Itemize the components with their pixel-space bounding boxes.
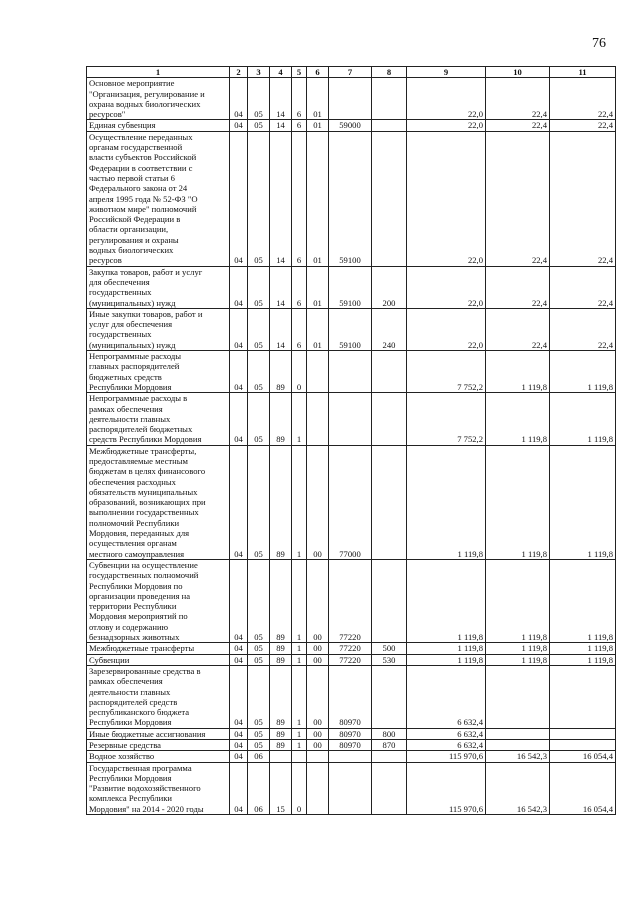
code-subprogram: 6 <box>292 266 307 308</box>
code-section: 04 <box>230 351 248 393</box>
code-program: 14 <box>270 131 292 266</box>
code-direction: 77000 <box>329 445 372 559</box>
code-direction <box>329 751 372 762</box>
table-row <box>87 393 616 445</box>
row-name: Иные закупки товаров, работ и услуг для обеспечения государственных (муниципальных) нужд <box>87 308 230 350</box>
code-section: 04 <box>230 740 248 751</box>
code-direction: 59100 <box>329 266 372 308</box>
code-event: 01 <box>307 308 329 350</box>
code-event: 00 <box>307 728 329 739</box>
code-program: 89 <box>270 559 292 642</box>
code-program: 89 <box>270 728 292 739</box>
code-expense-type <box>372 665 407 728</box>
code-subprogram: 1 <box>292 559 307 642</box>
row-name: Иные бюджетные ассигнования <box>87 728 230 739</box>
code-direction: 77220 <box>329 559 372 642</box>
code-event: 00 <box>307 643 329 654</box>
amount-col-10 <box>486 665 550 728</box>
amount-col-9: 6 632,4 <box>407 740 486 751</box>
column-header: 6 <box>307 67 329 78</box>
row-name: Резервные средства <box>87 740 230 751</box>
row-name: Межбюджетные трансферты, предоставляемые местным бюджетам в целях финансового обеспечения расходных обязательств муниципальных образований, возникающих при выполнении государственных полномочий Республики Мордовия, переданных для осуществления органам местного самоуправления <box>87 445 230 559</box>
code-event: 01 <box>307 131 329 266</box>
amount-col-10: 1 119,8 <box>486 643 550 654</box>
amount-col-10 <box>486 740 550 751</box>
amount-col-11: 16 054,4 <box>550 751 616 762</box>
code-event <box>307 351 329 393</box>
row-name: Водное хозяйство <box>87 751 230 762</box>
code-subprogram: 1 <box>292 654 307 665</box>
amount-col-10: 22,4 <box>486 308 550 350</box>
row-name: Зарезервированные средства в рамках обеспечения деятельности главных распорядителей средств республиканского бюджета Республики Мордовия <box>87 665 230 728</box>
amount-col-10: 1 119,8 <box>486 654 550 665</box>
amount-col-10: 22,4 <box>486 131 550 266</box>
code-program: 89 <box>270 665 292 728</box>
code-direction: 59100 <box>329 308 372 350</box>
amount-col-9: 22,0 <box>407 266 486 308</box>
code-section: 04 <box>230 120 248 131</box>
amount-col-9: 22,0 <box>407 131 486 266</box>
row-name: Непрограммные расходы главных распорядителей бюджетных средств Республики Мордовия <box>87 351 230 393</box>
code-program: 14 <box>270 308 292 350</box>
code-direction <box>329 762 372 814</box>
amount-col-10: 22,4 <box>486 120 550 131</box>
code-subsection: 05 <box>248 393 270 445</box>
code-subprogram <box>292 751 307 762</box>
amount-col-11: 22,4 <box>550 266 616 308</box>
code-expense-type <box>372 120 407 131</box>
code-program: 14 <box>270 78 292 120</box>
amount-col-9: 1 119,8 <box>407 654 486 665</box>
amount-col-9: 7 752,2 <box>407 351 486 393</box>
amount-col-11 <box>550 665 616 728</box>
amount-col-11: 1 119,8 <box>550 351 616 393</box>
amount-col-9: 6 632,4 <box>407 728 486 739</box>
column-header: 1 <box>87 67 230 78</box>
code-section: 04 <box>230 643 248 654</box>
code-subsection: 05 <box>248 308 270 350</box>
code-program: 89 <box>270 445 292 559</box>
code-section: 04 <box>230 559 248 642</box>
amount-col-10: 1 119,8 <box>486 445 550 559</box>
amount-col-11 <box>550 728 616 739</box>
amount-col-11: 22,4 <box>550 120 616 131</box>
row-name: Непрограммные расходы в рамках обеспечения деятельности главных распорядителей бюджетных средств Республики Мордовия <box>87 393 230 445</box>
code-program <box>270 751 292 762</box>
row-name: Субвенции на осуществление государственных полномочий Республики Мордовия по организации проведения на территории Республики Мордовия мероприятий по отлову и содержанию безнадзорных животных <box>87 559 230 642</box>
amount-col-11: 1 119,8 <box>550 445 616 559</box>
code-subsection: 05 <box>248 740 270 751</box>
row-name: Основное мероприятие "Организация, регулирование и охрана водных биологических ресурсов" <box>87 78 230 120</box>
column-header: 2 <box>230 67 248 78</box>
code-expense-type <box>372 393 407 445</box>
table-row <box>87 131 616 266</box>
code-subsection: 05 <box>248 351 270 393</box>
code-subprogram: 1 <box>292 445 307 559</box>
code-program: 89 <box>270 654 292 665</box>
code-section: 04 <box>230 665 248 728</box>
amount-col-9: 22,0 <box>407 308 486 350</box>
amount-col-10: 22,4 <box>486 78 550 120</box>
amount-col-10: 16 542,3 <box>486 751 550 762</box>
code-subprogram: 6 <box>292 131 307 266</box>
code-section: 04 <box>230 751 248 762</box>
code-subprogram: 6 <box>292 78 307 120</box>
code-direction: 80970 <box>329 728 372 739</box>
amount-col-11: 16 054,4 <box>550 762 616 814</box>
code-direction: 80970 <box>329 665 372 728</box>
code-subprogram: 6 <box>292 120 307 131</box>
code-subprogram: 1 <box>292 740 307 751</box>
code-subsection: 05 <box>248 643 270 654</box>
amount-col-9: 1 119,8 <box>407 445 486 559</box>
code-subsection: 05 <box>248 120 270 131</box>
code-subprogram: 0 <box>292 351 307 393</box>
table-row <box>87 559 616 642</box>
code-subprogram: 6 <box>292 308 307 350</box>
column-header: 4 <box>270 67 292 78</box>
code-event: 00 <box>307 445 329 559</box>
table-row <box>87 762 616 814</box>
code-direction <box>329 351 372 393</box>
code-direction: 77220 <box>329 643 372 654</box>
code-expense-type <box>372 78 407 120</box>
header-row <box>87 67 616 78</box>
table-row <box>87 740 616 751</box>
code-section: 04 <box>230 762 248 814</box>
code-subsection: 06 <box>248 751 270 762</box>
amount-col-11: 22,4 <box>550 131 616 266</box>
code-direction: 80970 <box>329 740 372 751</box>
page-number: 76 <box>592 36 606 51</box>
column-header: 9 <box>407 67 486 78</box>
code-subsection: 05 <box>248 665 270 728</box>
code-section: 04 <box>230 654 248 665</box>
code-subprogram: 1 <box>292 643 307 654</box>
amount-col-10: 16 542,3 <box>486 762 550 814</box>
code-section: 04 <box>230 308 248 350</box>
code-expense-type: 240 <box>372 308 407 350</box>
code-expense-type: 200 <box>372 266 407 308</box>
code-section: 04 <box>230 728 248 739</box>
code-section: 04 <box>230 131 248 266</box>
amount-col-11 <box>550 740 616 751</box>
code-expense-type <box>372 351 407 393</box>
column-header: 8 <box>372 67 407 78</box>
code-program: 89 <box>270 393 292 445</box>
amount-col-11: 1 119,8 <box>550 654 616 665</box>
code-program: 89 <box>270 740 292 751</box>
code-direction: 77220 <box>329 654 372 665</box>
code-event: 01 <box>307 266 329 308</box>
code-expense-type <box>372 445 407 559</box>
code-subsection: 05 <box>248 266 270 308</box>
code-expense-type <box>372 762 407 814</box>
column-header: 11 <box>550 67 616 78</box>
amount-col-9: 7 752,2 <box>407 393 486 445</box>
code-event: 01 <box>307 78 329 120</box>
table-header <box>87 67 616 78</box>
table-row <box>87 120 616 131</box>
table-row <box>87 445 616 559</box>
code-expense-type <box>372 559 407 642</box>
code-program: 14 <box>270 120 292 131</box>
code-event: 00 <box>307 654 329 665</box>
code-event <box>307 762 329 814</box>
table-row <box>87 728 616 739</box>
table-row <box>87 665 616 728</box>
row-name: Субвенции <box>87 654 230 665</box>
budget-table <box>86 66 616 815</box>
table-row <box>87 351 616 393</box>
code-event <box>307 393 329 445</box>
table-row <box>87 308 616 350</box>
amount-col-9: 6 632,4 <box>407 665 486 728</box>
table-row <box>87 78 616 120</box>
amount-col-11: 22,4 <box>550 308 616 350</box>
code-subsection: 05 <box>248 654 270 665</box>
code-subsection: 05 <box>248 131 270 266</box>
code-subprogram: 1 <box>292 728 307 739</box>
amount-col-9: 22,0 <box>407 78 486 120</box>
amount-col-10: 1 119,8 <box>486 351 550 393</box>
code-program: 89 <box>270 643 292 654</box>
table-body <box>87 78 616 815</box>
code-program: 14 <box>270 266 292 308</box>
code-direction: 59000 <box>329 120 372 131</box>
amount-col-9: 115 970,6 <box>407 751 486 762</box>
amount-col-11: 1 119,8 <box>550 559 616 642</box>
code-subsection: 05 <box>248 728 270 739</box>
amount-col-11: 1 119,8 <box>550 393 616 445</box>
row-name: Государственная программа Республики Мордовия "Развитие водохозяйственного комплекса Республики Мордовия" на 2014 - 2020 годы <box>87 762 230 814</box>
row-name: Межбюджетные трансферты <box>87 643 230 654</box>
amount-col-9: 115 970,6 <box>407 762 486 814</box>
code-section: 04 <box>230 393 248 445</box>
amount-col-11: 1 119,8 <box>550 643 616 654</box>
row-name: Осуществление переданных органам государственной власти субъектов Российской Федерации в соответствии с частью первой статьи 6 Федерального закона от 24 апреля 1995 года № 52-ФЗ "О животном мире" полномочий Российской Федерации в области организации, регулирования и охраны водных биологических ресурсов <box>87 131 230 266</box>
code-expense-type: 530 <box>372 654 407 665</box>
amount-col-9: 1 119,8 <box>407 643 486 654</box>
code-program: 89 <box>270 351 292 393</box>
code-direction <box>329 78 372 120</box>
code-subprogram: 1 <box>292 665 307 728</box>
amount-col-10: 1 119,8 <box>486 559 550 642</box>
code-event <box>307 751 329 762</box>
code-expense-type <box>372 751 407 762</box>
table-row <box>87 643 616 654</box>
amount-col-9: 22,0 <box>407 120 486 131</box>
code-expense-type: 500 <box>372 643 407 654</box>
row-name: Закупка товаров, работ и услуг для обеспечения государственных (муниципальных) нужд <box>87 266 230 308</box>
code-event: 00 <box>307 740 329 751</box>
column-header: 3 <box>248 67 270 78</box>
column-header: 10 <box>486 67 550 78</box>
code-subprogram: 1 <box>292 393 307 445</box>
amount-col-10: 1 119,8 <box>486 393 550 445</box>
amount-col-11: 22,4 <box>550 78 616 120</box>
amount-col-10: 22,4 <box>486 266 550 308</box>
table-row <box>87 654 616 665</box>
code-subsection: 05 <box>248 559 270 642</box>
code-section: 04 <box>230 266 248 308</box>
code-section: 04 <box>230 445 248 559</box>
code-subsection: 05 <box>248 78 270 120</box>
code-subsection: 05 <box>248 445 270 559</box>
code-subsection: 06 <box>248 762 270 814</box>
code-expense-type <box>372 131 407 266</box>
code-direction: 59100 <box>329 131 372 266</box>
amount-col-10 <box>486 728 550 739</box>
code-program: 15 <box>270 762 292 814</box>
amount-col-9: 1 119,8 <box>407 559 486 642</box>
table-row <box>87 751 616 762</box>
code-expense-type: 800 <box>372 728 407 739</box>
row-name: Единая субвенция <box>87 120 230 131</box>
code-section: 04 <box>230 78 248 120</box>
code-direction <box>329 393 372 445</box>
table-row <box>87 266 616 308</box>
code-event: 01 <box>307 120 329 131</box>
column-header: 5 <box>292 67 307 78</box>
code-event: 00 <box>307 559 329 642</box>
column-header: 7 <box>329 67 372 78</box>
code-subprogram: 0 <box>292 762 307 814</box>
code-expense-type: 870 <box>372 740 407 751</box>
code-event: 00 <box>307 665 329 728</box>
